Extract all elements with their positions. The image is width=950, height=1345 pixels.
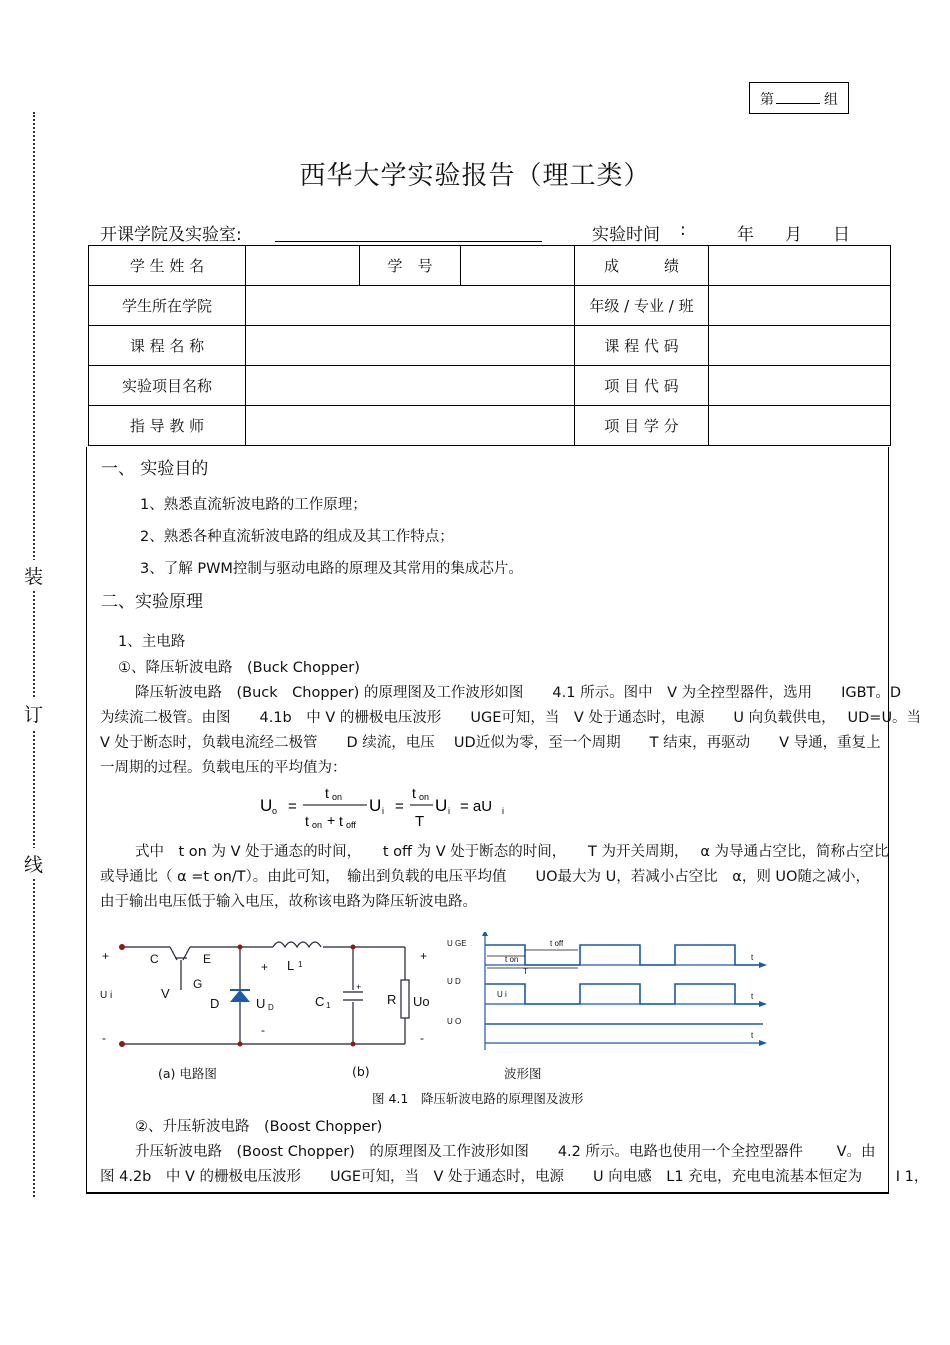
- college-label: 开课学院及实验室:: [100, 225, 242, 245]
- input-minus-label: -: [102, 1031, 106, 1045]
- diode-voltage-label: U: [256, 996, 266, 1011]
- formula-uo-sub: o: [272, 806, 278, 816]
- diode-voltage-sub: D: [268, 1003, 274, 1012]
- terminal-icon: [119, 1041, 125, 1047]
- igbt-collector-label: C: [150, 952, 159, 966]
- formula-toff: t: [339, 813, 343, 829]
- day-label: 日: [833, 225, 850, 245]
- wave-ugs-label: U GE: [447, 939, 467, 948]
- figure-caption-wave: 波形图: [504, 1066, 542, 1081]
- formula-ui-1-sub: i: [382, 806, 384, 816]
- formula-ton-den-sub: on: [312, 820, 323, 830]
- wave-ui-label: U i: [497, 990, 507, 999]
- figure-caption-a: (a) 电路图: [158, 1066, 217, 1081]
- student-name-field[interactable]: [246, 246, 360, 286]
- output-voltage-label: Uo: [413, 994, 430, 1009]
- binding-char-zhuang: 装: [24, 560, 43, 591]
- table-row: [89, 326, 891, 366]
- group-prefix: 第: [760, 92, 774, 108]
- waveform-diagram: [447, 932, 767, 1050]
- igbt-emitter-label: E: [203, 952, 212, 966]
- formula-eq2: =: [395, 798, 404, 815]
- buck-paragraph-line: 一周期的过程。负载电压的平均值为：: [100, 760, 347, 776]
- student-id-label: 学 号: [360, 246, 461, 286]
- grade-major-field[interactable]: [709, 286, 891, 326]
- switch-v-label: V: [161, 986, 170, 1001]
- teacher-label: 指 导 教 师: [89, 406, 246, 446]
- buck-paragraph-line: V 处于断态时，负载电流经二极管 D 续流，电压 UD近似为零，至一个周期 T 结束，再驱动 V 导通，重复上: [100, 735, 881, 751]
- table-row: [89, 366, 891, 406]
- course-name-label: 课 程 名 称: [89, 326, 246, 366]
- buck-circuit-figure: [95, 932, 775, 1057]
- output-minus-label: -: [420, 1031, 424, 1045]
- section-heading-purpose: 一、 实验目的: [101, 459, 209, 479]
- year-label: 年: [737, 225, 754, 245]
- teacher-field[interactable]: [246, 406, 575, 446]
- purpose-item: 3、了解 PWM控制与驱动电路的原理及其常用的集成芯片。: [140, 561, 523, 577]
- formula-eq1: =: [288, 798, 297, 815]
- course-name-field[interactable]: [246, 326, 575, 366]
- score-label: 成 绩: [575, 246, 709, 286]
- capacitor-sub: 1: [326, 1001, 331, 1010]
- explanation-line: 式中 t on 为 V 处于通态的时间， t off 为 V 处于断态的时间， T 为开关周期， α 为导通占空比，简称占空比: [135, 844, 889, 860]
- buck-paragraph-line: 为续流二极管。由图 4.1b 中 V 的栅极电压波形 UGE可知，当 V 处于通态时，电源 U 向负载供电， UD=U。当: [100, 710, 922, 726]
- boost-paragraph-line: 图 4.2b 中 V 的栅极电压波形 UGE可知，当 V 处于通态时，电源 U 向电感 L1 充电，充电电流基本恒定为 I 1，: [100, 1169, 929, 1185]
- buck-paragraph-line: 降压斩波电路 (Buck Chopper) 的原理图及工作波形如图 4.1 所示。图中 V 为全控型器件，选用 IGBT。D: [135, 685, 902, 701]
- time-label: 实验时间: [592, 225, 660, 245]
- student-id-field[interactable]: [461, 246, 575, 286]
- output-plus-label: +: [420, 949, 428, 963]
- formula-plus: +: [327, 812, 336, 828]
- formula-ui-2: U: [435, 796, 448, 815]
- project-code-field[interactable]: [709, 366, 891, 406]
- project-name-field[interactable]: [246, 366, 575, 406]
- credit-field[interactable]: [709, 406, 891, 446]
- average-voltage-formula: [255, 782, 545, 832]
- ugs-wave: [485, 945, 763, 965]
- terminal-icon: [119, 944, 125, 950]
- course-code-label: 课 程 代 码: [575, 326, 709, 366]
- ud-minus-label: -: [261, 1023, 265, 1037]
- diode-icon: [230, 990, 250, 1002]
- explanation-line: 或导通比（ α =t on/T）。由此可知， 输出到负载的电压平均值 UO最大为 U，若减小占空比 α，则 UO随之减小，: [100, 869, 870, 885]
- purpose-item: 1、熟悉直流斩波电路的工作原理；: [140, 497, 367, 513]
- formula-aui-sub: i: [502, 806, 504, 816]
- project-name-label: 实验项目名称: [89, 366, 246, 406]
- wave-ud-label: U D: [447, 977, 461, 986]
- formula-toff-sub: off: [346, 820, 356, 830]
- diode-label: D: [210, 996, 220, 1011]
- formula-ton-num: t: [325, 785, 329, 801]
- wave-time-label: t: [751, 992, 754, 1001]
- credit-label: 项 目 学 分: [575, 406, 709, 446]
- page-title: 西华大学实验报告（理工类）: [299, 161, 651, 191]
- ud-wave: [485, 984, 763, 1004]
- formula-uo: U: [260, 796, 273, 815]
- capacitor-label: C: [315, 994, 325, 1009]
- wave-ton-label: t on: [505, 955, 519, 964]
- formula-ton-num2-sub: on: [419, 792, 430, 802]
- group-number-box: [749, 82, 849, 114]
- formula-ton-num-sub: on: [332, 792, 343, 802]
- student-name-label: 学 生 姓 名: [89, 246, 246, 286]
- figure-caption: 图 4.1 降压斩波电路的原理图及波形: [372, 1091, 584, 1106]
- capacitor-plus: +: [356, 982, 362, 992]
- explanation-line: 由于输出电压低于输入电压，故称该电路为降压斩波电路。: [100, 894, 477, 910]
- wave-toff-label: t off: [550, 939, 564, 948]
- group-suffix: 组: [824, 92, 838, 108]
- wave-uo-label: U O: [447, 1017, 462, 1026]
- formula-ton-num2: t: [412, 785, 416, 801]
- input-plus-label: +: [102, 949, 110, 963]
- boost-paragraph-line: 升压斩波电路 (Boost Chopper) 的原理图及工作波形如图 4.2 所示。电路也使用一个全控型器件 V。由: [135, 1144, 876, 1160]
- formula-ton-den: t: [305, 813, 309, 829]
- table-row: [89, 286, 891, 326]
- info-table: [88, 245, 891, 446]
- binding-char-ding: 订: [24, 698, 43, 729]
- project-code-label: 项 目 代 码: [575, 366, 709, 406]
- time-colon: :: [680, 220, 686, 240]
- formula-aui: = aU: [460, 798, 493, 815]
- formula-ui-2-sub: i: [448, 806, 450, 816]
- inductor-label: L: [287, 958, 295, 973]
- course-code-field[interactable]: [709, 326, 891, 366]
- month-label: 月: [785, 225, 802, 245]
- college-blank[interactable]: [275, 241, 542, 242]
- grade-major-label: 年级 / 专业 / 班: [575, 286, 709, 326]
- wave-time-label: t: [751, 1031, 754, 1040]
- formula-ui-1: U: [369, 796, 382, 815]
- formula-period: T: [415, 813, 425, 830]
- college-row-label: 学生所在学院: [89, 286, 246, 326]
- wave-time-label: t: [751, 953, 754, 962]
- score-field[interactable]: [709, 246, 891, 286]
- inductor-sub: 1: [298, 960, 303, 969]
- igbt-gate-label: G: [193, 977, 203, 991]
- boost-title: ②、升压斩波电路 (Boost Chopper): [135, 1119, 383, 1135]
- section-heading-principle: 二、实验原理: [101, 592, 203, 612]
- college-field[interactable]: [246, 286, 575, 326]
- figure-caption-b: (b): [352, 1064, 370, 1079]
- purpose-item: 2、熟悉各种直流斩波电路的组成及其工作特点；: [140, 529, 454, 545]
- resistor-label: R: [387, 992, 397, 1007]
- table-row: [89, 406, 891, 446]
- binding-line: [33, 112, 35, 1197]
- ud-plus-label: +: [261, 960, 269, 974]
- subsection-main-circuit: 1、主电路: [118, 634, 186, 650]
- table-row: [89, 246, 891, 286]
- input-voltage-label: U i: [100, 990, 113, 1001]
- group-number-blank[interactable]: [776, 103, 820, 104]
- wave-period-label: T: [523, 967, 528, 976]
- buck-title: ①、降压斩波电路 (Buck Chopper): [118, 660, 360, 676]
- binding-char-xian: 线: [24, 848, 43, 879]
